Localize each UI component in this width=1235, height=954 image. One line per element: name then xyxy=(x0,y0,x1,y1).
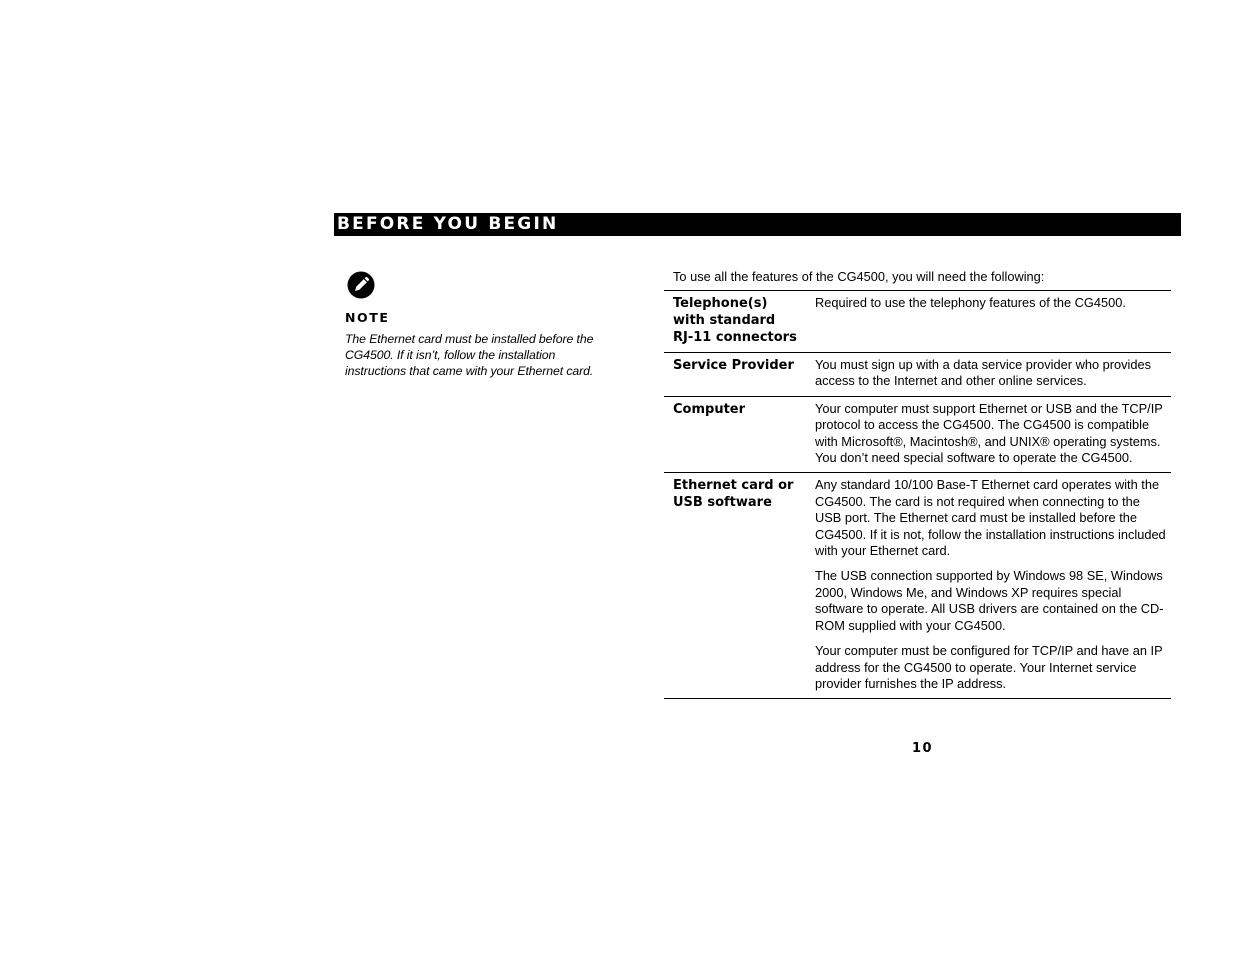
intro-text: To use all the features of the CG4500, you will need the following: xyxy=(673,269,1045,284)
note-title: NOTE xyxy=(345,310,390,325)
section-header-bar xyxy=(334,213,1181,236)
requirement-label: Ethernet card or USB software xyxy=(673,478,794,511)
requirement-description: Any standard 10/100 Base-T Ethernet card operates with the CG4500. The card is not required when connecting to the USB port. The Ethernet card must be installed before the CG4500. If it is not, follow the installation instructions included with your Ethernet card. The USB connection supported by Windows 98 SE, Windows 2000, Windows Me, and Windows XP requires special software to operate. All USB drivers are contained on the CD-ROM supplied with your CG4500. Your computer must be configured for TCP/IP and have an IP address for the CG4500 to operate. Your Internet service provider furnishes the IP address. xyxy=(815,477,1166,691)
pencil-icon xyxy=(347,271,375,299)
table-row xyxy=(664,472,1171,698)
requirement-label: Computer xyxy=(673,401,746,417)
requirement-description: You must sign up with a data service provider who provides access to the Internet and other online services. xyxy=(815,357,1151,389)
requirement-label: Service Provider xyxy=(673,358,794,373)
page-number: 10 xyxy=(912,741,934,756)
table-row xyxy=(664,352,1171,396)
requirement-description: Required to use the telephony features of the CG4500. xyxy=(815,295,1126,310)
table-row xyxy=(664,291,1171,352)
note-text: The Ethernet card must be installed before the CG4500. If it isn’t, follow the installation instructions that came with your Ethernet card. xyxy=(345,332,594,379)
requirement-label: Telephone(s) with standard RJ-11 connectors xyxy=(673,296,797,345)
section-title: BEFORE YOU BEGIN xyxy=(337,214,559,234)
requirements-table xyxy=(664,290,1171,699)
requirement-description: Your computer must support Ethernet or USB and the TCP/IP protocol to access the CG4500. The CG4500 is compatible with Microsoft®, Macintosh®, and UNIX® operating systems. You don’t need special software to operate the CG4500. xyxy=(815,400,1163,466)
table-row xyxy=(664,396,1171,473)
